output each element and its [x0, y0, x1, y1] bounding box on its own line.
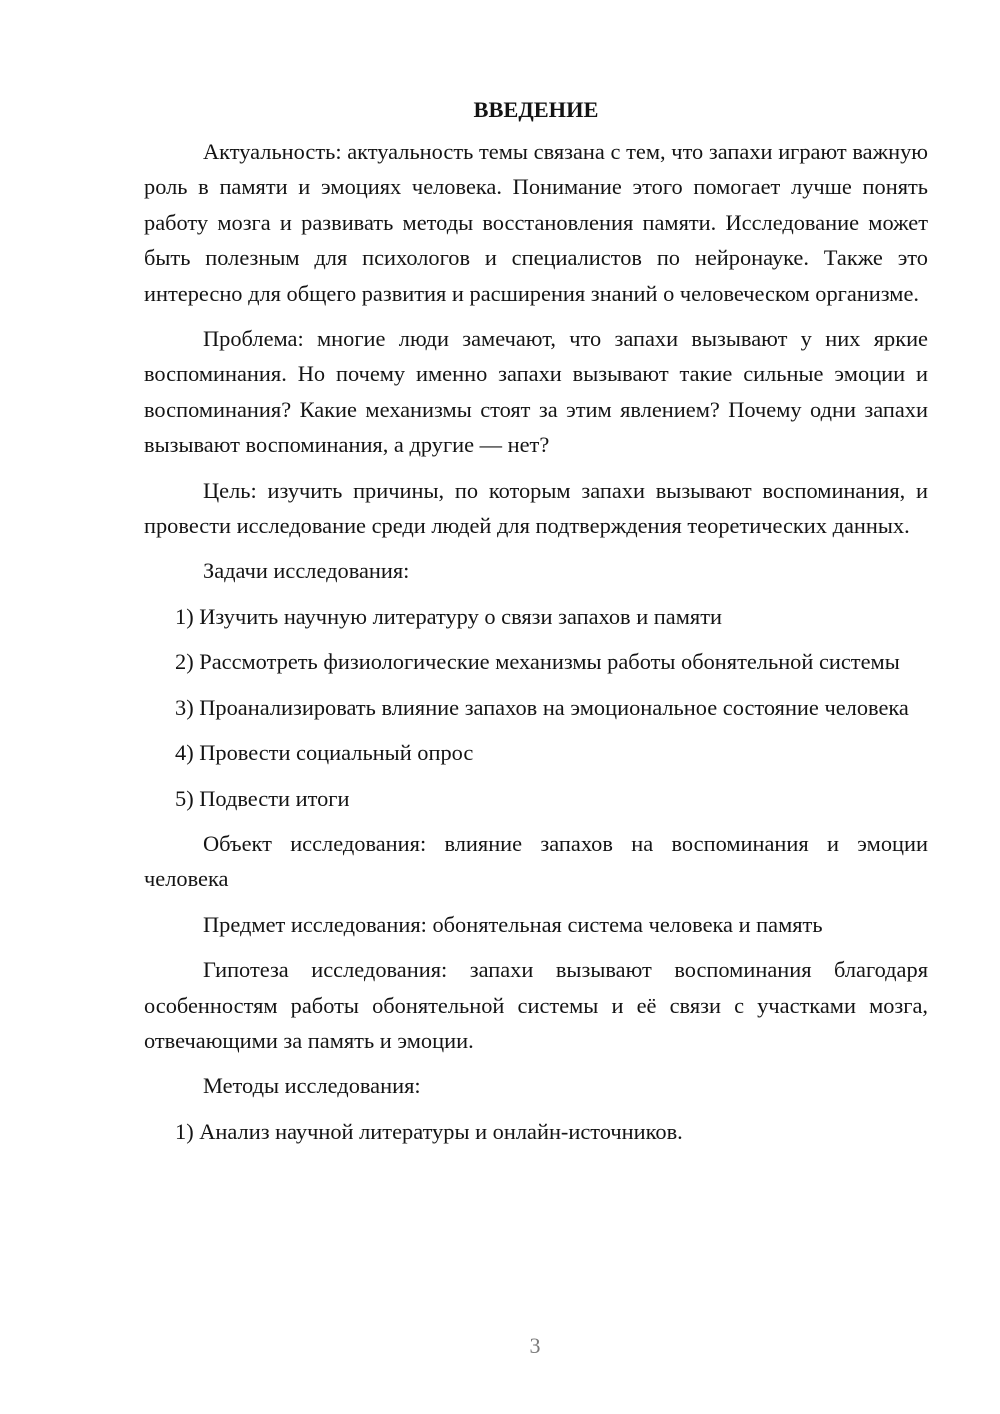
task-item-2: 2) Рассмотреть физиологические механизмы работы обонятельной системы — [175, 649, 900, 675]
methods-heading: Методы исследования: — [203, 1073, 421, 1099]
section-title: ВВЕДЕНИЕ — [473, 97, 599, 122]
task-item-1: 1) Изучить научную литературу о связи запахов и памяти — [175, 603, 722, 629]
problem-paragraph: Проблема: многие люди замечают, что запахи вызывают у них яркие воспоминания. Но почему именно запахи вызывают такие сильные эмоции и воспоминания? Какие механизмы стоят за этим явлением? Почему одни запахи вызывают воспоминания, а другие — нет? — [144, 326, 928, 458]
document-page — [144, 92, 928, 1159]
object-paragraph: Объект исследования: влияние запахов на воспоминания и эмоции человека — [144, 830, 928, 892]
task-item-4: 4) Провести социальный опрос — [175, 740, 474, 766]
tasks-heading: Задачи исследования: — [203, 558, 410, 584]
task-item-5: 5) Подвести итоги — [175, 785, 350, 811]
goal-paragraph: Цель: изучить причины, по которым запахи вызывают воспоминания, и провести исследование среди людей для подтверждения теоретических данных. — [144, 477, 928, 539]
subject-paragraph: Предмет исследования: обонятельная система человека и память — [203, 911, 823, 937]
method-item-1: 1) Анализ научной литературы и онлайн-источников. — [175, 1118, 683, 1144]
task-item-3: 3) Проанализировать влияние запахов на эмоциональное состояние человека — [175, 694, 909, 720]
hypothesis-paragraph: Гипотеза исследования: запахи вызывают воспоминания благодаря особенностям работы обонятельной системы и её связи с участками мозга, отвечающими за память и эмоции. — [144, 957, 928, 1053]
page-number: 3 — [529, 1333, 541, 1358]
relevance-paragraph: Актуальность: актуальность темы связана с тем, что запахи играют важную роль в памяти и эмоциях человека. Понимание этого помогает лучше понять работу мозга и развивать методы восстановления памяти. Исследование может быть полезным для психологов и специалистов по нейронауке. Также это интересно для общего развития и расширения знаний о человеческом организме. — [144, 139, 928, 306]
